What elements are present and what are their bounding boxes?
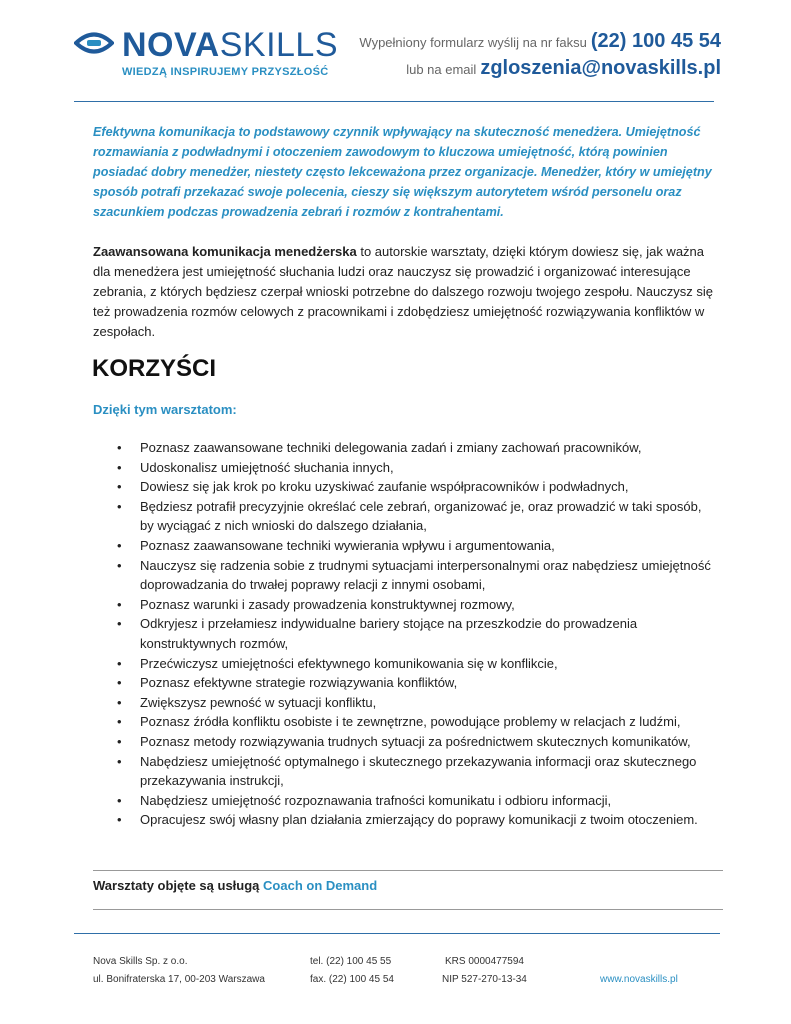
description-text: to autorskie warsztaty, dzięki którym dowiesz się, jak ważna dla menedżera jest umiejętność słuchania ludzi oraz nauczysz się prowadzić i organizować interesujące zebrania, z których będziesz czerpał wnioski potrzebne do dalszego rozwoju twojego zespołu. Nauczysz się też prowadzenia rozmów celowych z pracownikami i zdobędziesz umiejętność rozwiązywania konfliktów w zespołach. bbox=[93, 244, 713, 339]
footer-nip: NIP 527-270-13-34 bbox=[442, 974, 527, 985]
list-item: • Poznasz zaawansowane techniki wywierania wpływu i argumentowania, bbox=[93, 536, 718, 556]
header-divider bbox=[74, 101, 714, 102]
bullet-icon: • bbox=[117, 479, 122, 495]
fax-label: Wypełniony formularz wyślij na nr faksu bbox=[359, 35, 587, 50]
logo[interactable] bbox=[74, 24, 339, 84]
header-contact bbox=[359, 30, 721, 80]
footer-company: Nova Skills Sp. z o.o. bbox=[93, 956, 188, 967]
coach-label: Warsztaty objęte są usługą bbox=[93, 878, 260, 893]
description-bold: Zaawansowana komunikacja menedżerska bbox=[93, 244, 357, 259]
list-item: • Nauczysz się radzenia sobie z trudnymi sytuacjami interpersonalnymi oraz nabędziesz umiejętność doprowadzania do trwałej poprawy relacji z innymi osobami, bbox=[117, 557, 711, 593]
coach-divider-top bbox=[93, 870, 723, 871]
bullet-icon: • bbox=[117, 459, 122, 475]
bullet-icon: • bbox=[117, 498, 122, 514]
intro-paragraph: Efektywna komunikacja to podstawowy czynnik wpływający na skuteczność menedżera. Umiejętność rozmawiania z podwładnymi i otoczeniem zawodowym to kluczowa umiejętność, którą powinien posiadać dobry menedżer, niestety często lekceważona przez organizacje. Menedżer, który w umiejętny sposób potrafi przekazać swoje polecenia, cieszy się większym autorytetem wśród personelu oraz szacunkiem podczas prowadzenia zebrań i rozmów z kontrahentami. bbox=[93, 125, 712, 219]
bullet-icon: • bbox=[117, 694, 122, 710]
coach-on-demand-link[interactable]: Coach on Demand bbox=[263, 878, 378, 893]
list-item: • Zwiększysz pewność w sytuacji konfliktu, bbox=[93, 693, 718, 713]
section-title: KORZYŚCI bbox=[92, 355, 217, 382]
footer-address: ul. Bonifraterska 17, 00-203 Warszawa bbox=[93, 974, 265, 985]
list-item: • Poznasz zaawansowane techniki delegowania zadań i zmiany zachowań pracowników, bbox=[93, 438, 718, 458]
bullet-icon: • bbox=[117, 675, 122, 691]
section-subtitle: Dzięki tym warsztatom: bbox=[93, 402, 237, 417]
list-item: • Poznasz źródła konfliktu osobiste i te zewnętrzne, powodujące problemy w relacjach z ludźmi, bbox=[93, 712, 718, 732]
list-item: • Przećwiczysz umiejętności efektywnego komunikowania się w konflikcie, bbox=[93, 654, 718, 674]
logo-wordmark: NOVASKILLS bbox=[122, 26, 339, 64]
eye-logo-icon bbox=[74, 28, 114, 58]
bullet-icon: • bbox=[117, 655, 122, 671]
list-item: • Poznasz efektywne strategie rozwiązywania konfliktów, bbox=[93, 673, 718, 693]
list-item: • Nabędziesz umiejętność optymalnego i skutecznego przekazywania informacji oraz skutecznego przekazywania instrukcji, bbox=[117, 753, 697, 789]
logo-tagline: WIEDZĄ INSPIRUJEMY PRZYSZŁOŚĆ bbox=[122, 66, 329, 78]
bullet-icon: • bbox=[117, 714, 122, 730]
list-item: • Udoskonalisz umiejętność słuchania innych, bbox=[93, 458, 718, 478]
footer-fax: fax. (22) 100 45 54 bbox=[310, 974, 394, 985]
email-link[interactable]: zgloszenia@novaskills.pl bbox=[480, 57, 721, 79]
list-item: • Opracujesz swój własny plan działania zmierzający do poprawy komunikacji z twoim otoczeniem. bbox=[93, 810, 718, 830]
footer-website-link[interactable]: www.novaskills.pl bbox=[600, 974, 678, 985]
footer-krs: KRS 0000477594 bbox=[445, 956, 524, 967]
list-item: • Poznasz metody rozwiązywania trudnych sytuacji za pośrednictwem skutecznych komunikatów, bbox=[93, 732, 718, 752]
bullet-icon: • bbox=[117, 753, 122, 769]
coach-divider-bottom bbox=[93, 909, 723, 910]
bullet-icon: • bbox=[117, 792, 122, 808]
list-item: • Nabędziesz umiejętność rozpoznawania trafności komunikatu i odbioru informacji, bbox=[93, 791, 718, 811]
list-item: • Będziesz potrafił precyzyjnie określać cele zebrań, organizować je, oraz prowadzić w taki sposób, by wyciągać z nich wnioski do dalszego działania, bbox=[117, 498, 702, 534]
bullet-icon: • bbox=[117, 596, 122, 612]
coach-note bbox=[93, 878, 377, 893]
fax-number: (22) 100 45 54 bbox=[590, 30, 721, 52]
bullet-icon: • bbox=[117, 616, 122, 632]
list-item: • Dowiesz się jak krok po kroku uzyskiwać zaufanie współpracowników i podwładnych, bbox=[93, 477, 718, 497]
list-item: • Poznasz warunki i zasady prowadzenia konstruktywnej rozmowy, bbox=[93, 595, 718, 615]
email-label: lub na email bbox=[406, 62, 477, 77]
bullet-icon: • bbox=[117, 733, 122, 749]
bullet-icon: • bbox=[117, 440, 122, 455]
bullet-icon: • bbox=[117, 537, 122, 553]
list-item: • Odkryjesz i przełamiesz indywidualne bariery stojące na przeszkodzie do prowadzenia konstruktywnych rozmów, bbox=[117, 616, 638, 651]
footer-tel: tel. (22) 100 45 55 bbox=[310, 956, 392, 967]
bullet-icon: • bbox=[117, 557, 122, 573]
bullet-icon: • bbox=[117, 812, 122, 828]
benefits-list bbox=[93, 438, 718, 830]
footer-divider bbox=[74, 933, 720, 934]
description-paragraph bbox=[93, 242, 715, 342]
